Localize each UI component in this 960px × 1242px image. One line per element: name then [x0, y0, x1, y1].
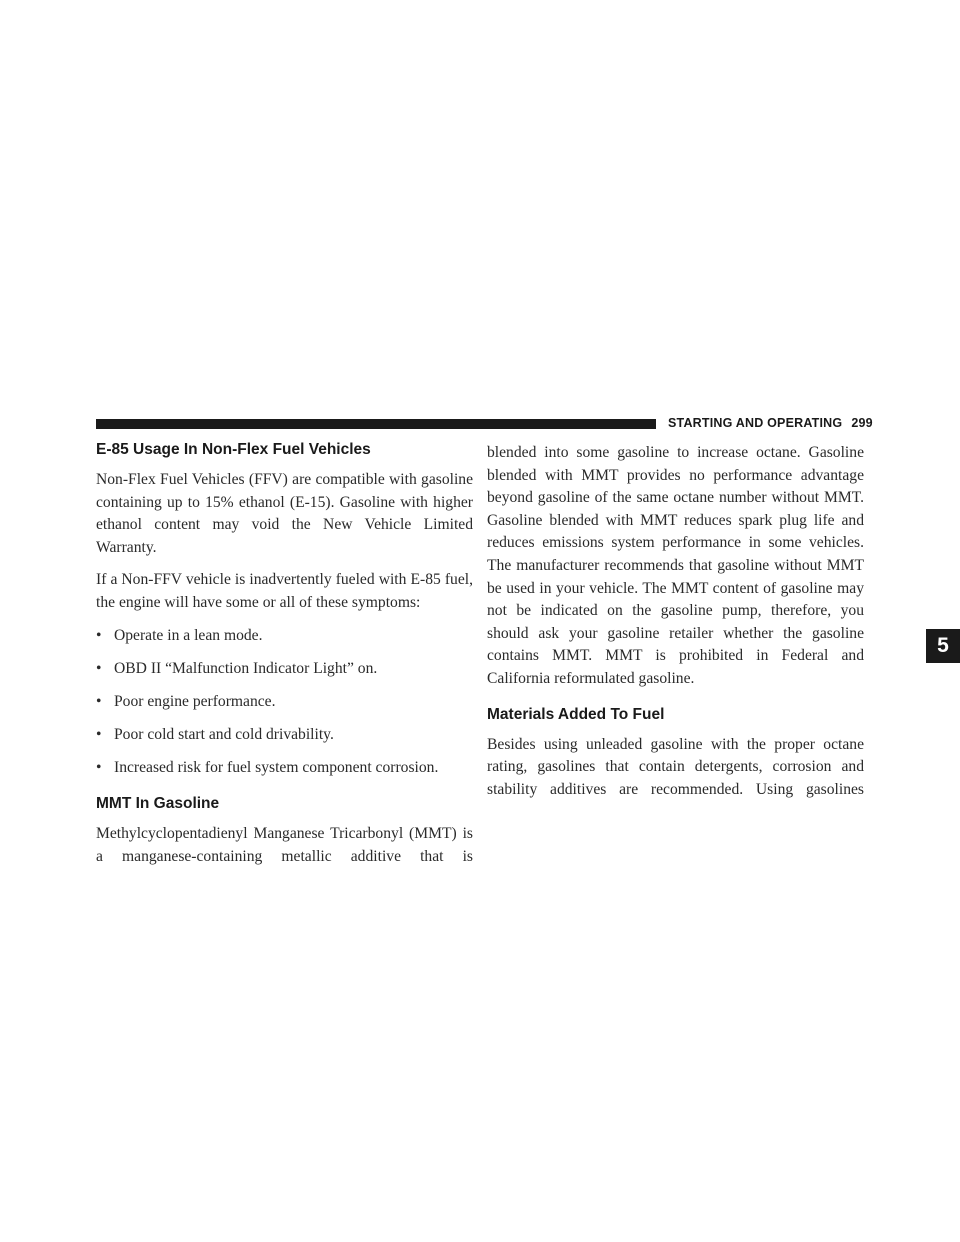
- paragraph-mmt-definition: Methylcyclopentadienyl Manganese Tricarbonyl (MMT) is a manganese-containing metallic additive that is: [96, 824, 473, 865]
- list-item: • Poor engine performance.: [96, 691, 473, 714]
- list-item: • Poor cold start and cold drivability.: [96, 724, 473, 747]
- left-column: [96, 440, 473, 878]
- bullet-icon: •: [96, 726, 102, 744]
- bullet-icon: •: [96, 692, 102, 710]
- page-number: 299: [851, 416, 873, 430]
- list-item: • Increased risk for fuel system component corrosion.: [96, 757, 473, 780]
- bullet-icon: •: [96, 659, 102, 677]
- right-column: [487, 442, 864, 811]
- heading-materials-added: Materials Added To Fuel: [487, 705, 665, 723]
- bullet-icon: •: [96, 626, 102, 644]
- paragraph-mmt-continued: blended into some gasoline to increase octane. Gasoline blended with MMT provides no performance advantage beyond gasoline of the same octane number without MMT. Gasoline blended with MMT reduces spark plug life and reduces emissions system performance in some vehicles. The manufacturer recommends that gasoline without MMT be used in your vehicle. The MMT content of gasoline may not be indicated on the gasoline pump, therefore, you should ask your gasoline retailer whether the gasoline contains MMT. MMT is prohibited in Federal and California reformulated gasoline.: [487, 444, 864, 687]
- paragraph-materials: Besides using unleaded gasoline with the proper octane rating, gasolines that contain detergents, corrosion and stability additives are recommended. Using gasolines: [487, 735, 864, 798]
- section-title: STARTING AND OPERATING: [668, 416, 843, 430]
- header-rule: [96, 419, 656, 429]
- list-item: • Operate in a lean mode.: [96, 625, 473, 648]
- chapter-tab[interactable]: 5: [926, 629, 960, 663]
- bullet-icon: •: [96, 759, 102, 777]
- heading-e85-usage: E-85 Usage In Non-Flex Fuel Vehicles: [96, 441, 371, 458]
- paragraph-ffv-compatibility: Non-Flex Fuel Vehicles (FFV) are compatible with gasoline containing up to 15% ethanol (E-15). Gasoline with higher ethanol content may void the New Vehicle Limited Warranty.: [96, 471, 473, 556]
- symptom-list: [96, 625, 473, 780]
- paragraph-symptoms-intro: If a Non-FFV vehicle is inadvertently fueled with E-85 fuel, the engine will have some or all of these symptoms:: [96, 571, 473, 611]
- running-header: [668, 416, 873, 430]
- heading-mmt-in-gasoline: MMT In Gasoline: [96, 794, 220, 812]
- list-item: • OBD II “Malfunction Indicator Light” on.: [96, 658, 473, 681]
